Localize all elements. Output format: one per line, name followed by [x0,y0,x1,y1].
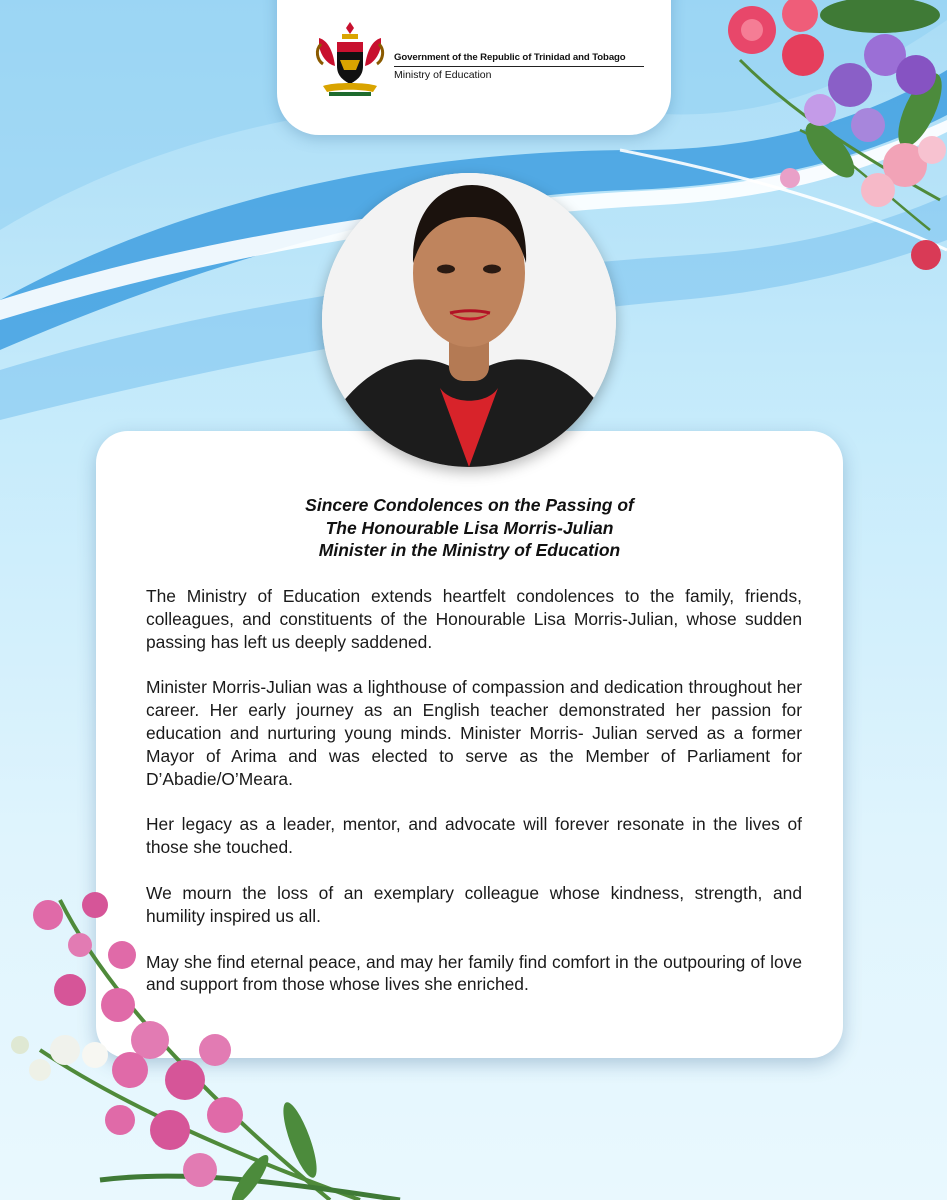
paragraph-legacy: Her legacy as a leader, mentor, and advocate will forever resonate in the lives of those she touched. [146,814,802,858]
heading-line-2: The Honourable Lisa Morris-Julian [325,517,614,538]
paragraph-eternal-peace: May she find eternal peace, and may her family find comfort in the outpouring of love and support from those whose lives she enriched. [146,951,802,995]
heading-line-1: Sincere Condolences on the Passing of [305,495,634,515]
paragraph-career: Minister Morris-Julian was a lighthouse of compassion and dedication throughout her career. Her early journey as an English teacher demonstrated her passion for education and nurturing young minds. Minister Morris- Julian served as a former Mayor of Arima and was elected to serve as the Member of Parliament for D’Abadie/O’Meara. [146,677,802,789]
paragraph-mourning: We mourn the loss of an exemplary colleague whose kindness, strength, and humility inspired us all. [146,882,802,926]
heading-line-3: Minister in the Ministry of Education [318,540,621,560]
paragraph-condolences: The Ministry of Education extends heartfelt condolences to the family, friends, colleagues, and constituents of the Honourable Lisa Morris-Julian, whose sudden passing has left us deeply saddened. [146,586,802,652]
ministry-name: Ministry of Education [394,69,492,81]
government-title: Government of the Republic of Trinidad and Tobago [394,52,644,67]
